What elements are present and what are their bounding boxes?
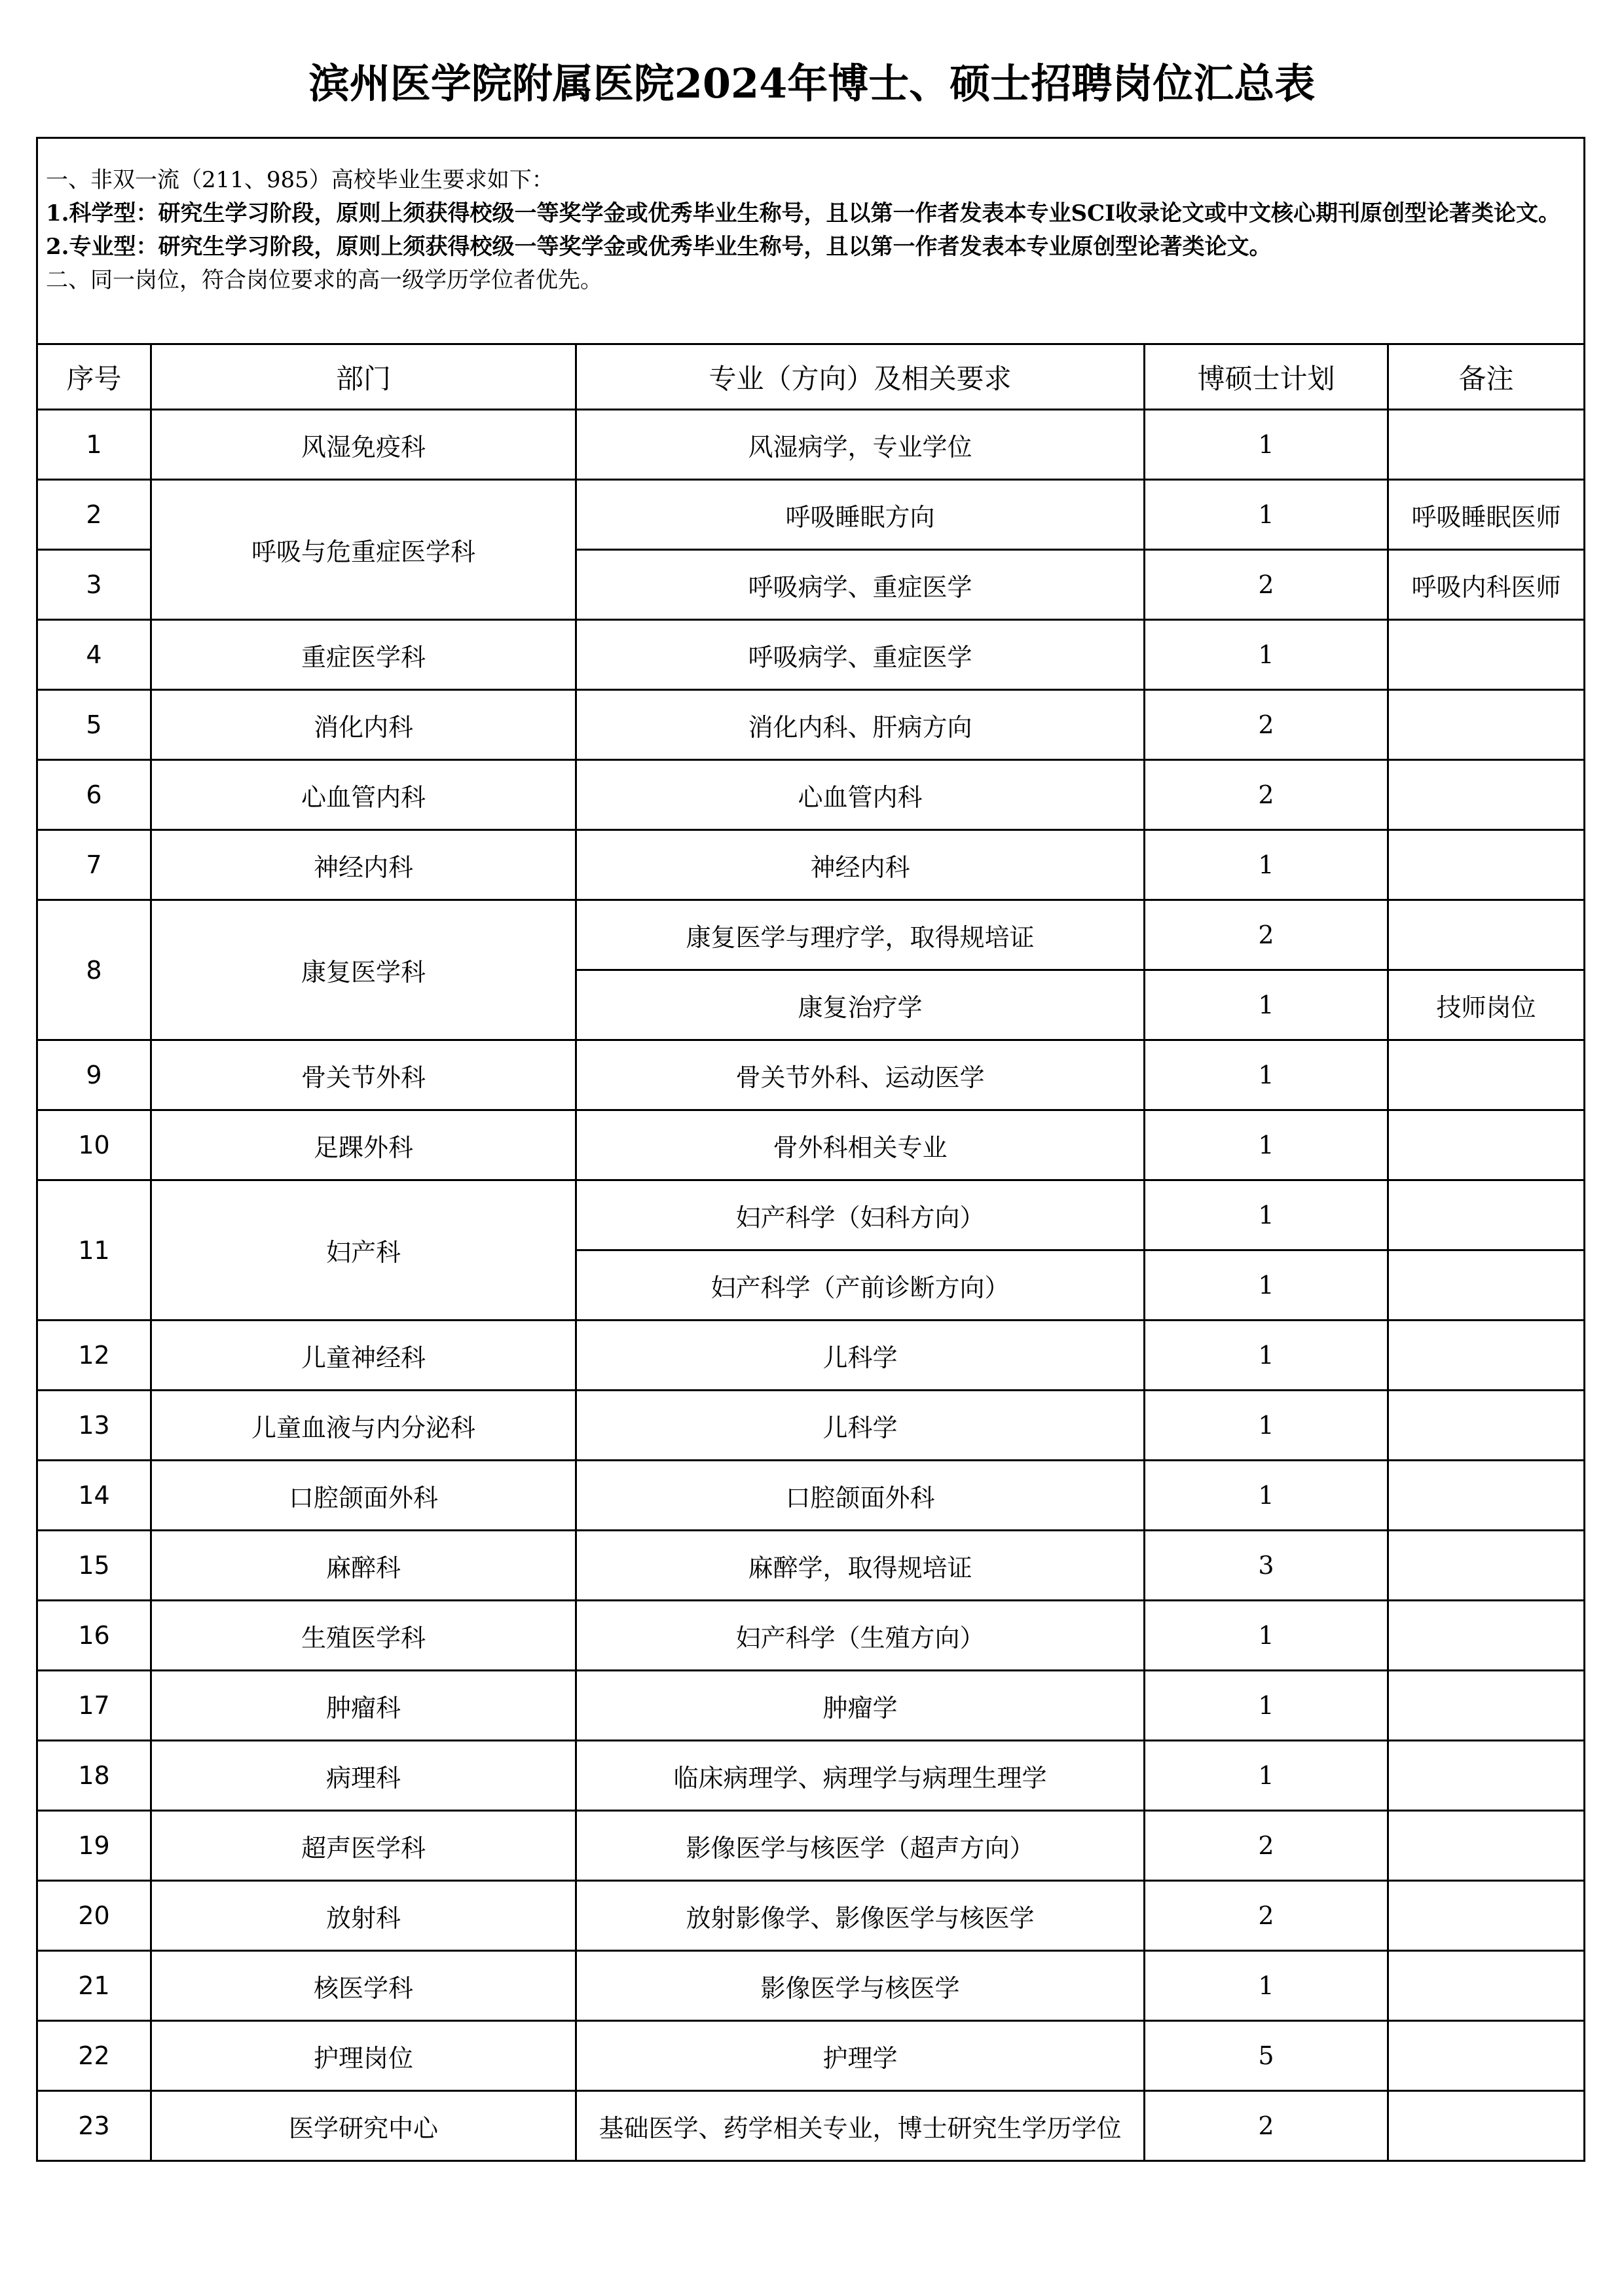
major-requirement: 神经内科 <box>576 830 1145 900</box>
remark <box>1388 1881 1585 1951</box>
remark <box>1388 1601 1585 1671</box>
major-requirement: 呼吸病学、重症医学 <box>576 550 1145 620</box>
remark <box>1388 1461 1585 1531</box>
department: 核医学科 <box>151 1951 576 2021</box>
plan-count: 1 <box>1145 1391 1388 1461</box>
remark: 呼吸睡眠医师 <box>1388 480 1585 550</box>
plan-count: 2 <box>1145 2091 1388 2161</box>
major-requirement: 妇产科学（产前诊断方向） <box>576 1250 1145 1321</box>
row-number: 6 <box>37 760 151 830</box>
major-requirement: 妇产科学（妇科方向） <box>576 1180 1145 1250</box>
major-requirement: 放射影像学、影像医学与核医学 <box>576 1881 1145 1951</box>
remark <box>1388 410 1585 480</box>
remark <box>1388 1321 1585 1391</box>
plan-count: 1 <box>1145 1671 1388 1741</box>
department: 心血管内科 <box>151 760 576 830</box>
remark <box>1388 1531 1585 1601</box>
department: 骨关节外科 <box>151 1040 576 1110</box>
row-number: 12 <box>37 1321 151 1391</box>
department: 儿童神经科 <box>151 1321 576 1391</box>
table-row <box>37 2091 1585 2161</box>
page-title: 滨州医学院附属医院2024年博士、硕士招聘岗位汇总表 <box>308 60 1316 107</box>
plan-count: 1 <box>1145 970 1388 1040</box>
remark <box>1388 1040 1585 1110</box>
row-number: 3 <box>37 550 151 620</box>
department: 康复医学科 <box>151 900 576 1040</box>
department: 足踝外科 <box>151 1110 576 1180</box>
row-number: 11 <box>37 1180 151 1321</box>
requirement-line: 1.科学型：研究生学习阶段，原则上须获得校级一等奖学金或优秀毕业生称号，且以第一作者发表本专业SCI收录论文或中文核心期刊原创型论著类论文。 <box>46 200 1561 227</box>
table-row <box>37 900 1585 970</box>
row-number: 5 <box>37 690 151 760</box>
remark <box>1388 1951 1585 2021</box>
department: 肿瘤科 <box>151 1671 576 1741</box>
major-requirement: 骨外科相关专业 <box>576 1110 1145 1180</box>
major-requirement: 骨关节外科、运动医学 <box>576 1040 1145 1110</box>
plan-count: 2 <box>1145 760 1388 830</box>
header-plan: 博硕士计划 <box>1145 344 1388 410</box>
major-requirement: 儿科学 <box>576 1391 1145 1461</box>
row-number: 2 <box>37 480 151 550</box>
remark <box>1388 2021 1585 2091</box>
remark <box>1388 2091 1585 2161</box>
row-number: 14 <box>37 1461 151 1531</box>
plan-count: 1 <box>1145 1110 1388 1180</box>
remark: 技师岗位 <box>1388 970 1585 1040</box>
row-number: 18 <box>37 1741 151 1811</box>
row-number: 1 <box>37 410 151 480</box>
remark <box>1388 1391 1585 1461</box>
major-requirement: 护理学 <box>576 2021 1145 2091</box>
department: 重症医学科 <box>151 620 576 690</box>
table-row <box>37 1321 1585 1391</box>
table-row <box>37 1811 1585 1881</box>
table-row <box>37 760 1585 830</box>
row-number: 7 <box>37 830 151 900</box>
table-row <box>37 1110 1585 1180</box>
row-number: 17 <box>37 1671 151 1741</box>
table-row <box>37 830 1585 900</box>
table-row <box>37 1671 1585 1741</box>
department: 生殖医学科 <box>151 1601 576 1671</box>
major-requirement: 妇产科学（生殖方向） <box>576 1601 1145 1671</box>
remark <box>1388 830 1585 900</box>
remark <box>1388 1250 1585 1321</box>
plan-count: 1 <box>1145 1040 1388 1110</box>
department: 超声医学科 <box>151 1811 576 1881</box>
remark <box>1388 1811 1585 1881</box>
table-row <box>37 620 1585 690</box>
major-requirement: 儿科学 <box>576 1321 1145 1391</box>
major-requirement: 临床病理学、病理学与病理生理学 <box>576 1741 1145 1811</box>
major-requirement: 消化内科、肝病方向 <box>576 690 1145 760</box>
table-header-row <box>37 344 1585 410</box>
table-row <box>37 1531 1585 1601</box>
plan-count: 2 <box>1145 900 1388 970</box>
remark <box>1388 900 1585 970</box>
major-requirement: 呼吸病学、重症医学 <box>576 620 1145 690</box>
plan-count: 2 <box>1145 1881 1388 1951</box>
major-requirement: 影像医学与核医学（超声方向） <box>576 1811 1145 1881</box>
row-number: 19 <box>37 1811 151 1881</box>
major-requirement: 基础医学、药学相关专业，博士研究生学历学位 <box>576 2091 1145 2161</box>
row-number: 9 <box>37 1040 151 1110</box>
remark <box>1388 1671 1585 1741</box>
plan-count: 1 <box>1145 410 1388 480</box>
plan-count: 1 <box>1145 1250 1388 1321</box>
row-number: 15 <box>37 1531 151 1601</box>
plan-count: 1 <box>1145 480 1388 550</box>
table-row <box>37 1040 1585 1110</box>
table-row <box>37 1881 1585 1951</box>
remark <box>1388 690 1585 760</box>
remark <box>1388 1180 1585 1250</box>
department: 放射科 <box>151 1881 576 1951</box>
row-number: 23 <box>37 2091 151 2161</box>
table-row <box>37 1461 1585 1531</box>
table-row <box>37 480 1585 550</box>
major-requirement: 麻醉学，取得规培证 <box>576 1531 1145 1601</box>
table-row <box>37 690 1585 760</box>
plan-count: 2 <box>1145 1811 1388 1881</box>
table-row <box>37 1180 1585 1250</box>
department: 护理岗位 <box>151 2021 576 2091</box>
plan-count: 1 <box>1145 1461 1388 1531</box>
table-row <box>37 1741 1585 1811</box>
header-dept: 部门 <box>151 344 576 410</box>
department: 消化内科 <box>151 690 576 760</box>
major-requirement: 康复治疗学 <box>576 970 1145 1040</box>
row-number: 8 <box>37 900 151 1040</box>
row-number: 22 <box>37 2021 151 2091</box>
major-requirement: 口腔颌面外科 <box>576 1461 1145 1531</box>
row-number: 13 <box>37 1391 151 1461</box>
remark <box>1388 1741 1585 1811</box>
header-note: 备注 <box>1388 344 1585 410</box>
table-row <box>37 2021 1585 2091</box>
major-requirement: 呼吸睡眠方向 <box>576 480 1145 550</box>
major-requirement: 康复医学与理疗学，取得规培证 <box>576 900 1145 970</box>
plan-count: 5 <box>1145 2021 1388 2091</box>
row-number: 4 <box>37 620 151 690</box>
plan-count: 1 <box>1145 620 1388 690</box>
major-requirement: 肿瘤学 <box>576 1671 1145 1741</box>
department: 麻醉科 <box>151 1531 576 1601</box>
row-number: 16 <box>37 1601 151 1671</box>
department: 病理科 <box>151 1741 576 1811</box>
plan-count: 1 <box>1145 1180 1388 1250</box>
requirement-line: 2.专业型：研究生学习阶段，原则上须获得校级一等奖学金或优秀毕业生称号，且以第一作者发表本专业原创型论著类论文。 <box>46 234 1272 260</box>
department: 妇产科 <box>151 1180 576 1321</box>
department: 神经内科 <box>151 830 576 900</box>
remark <box>1388 760 1585 830</box>
remark <box>1388 620 1585 690</box>
major-requirement: 风湿病学，专业学位 <box>576 410 1145 480</box>
table-row <box>37 410 1585 480</box>
header-major: 专业（方向）及相关要求 <box>576 344 1145 410</box>
recruitment-table <box>36 137 1585 2162</box>
department: 呼吸与危重症医学科 <box>151 480 576 620</box>
table-row <box>37 1391 1585 1461</box>
plan-count: 2 <box>1145 690 1388 760</box>
plan-count: 1 <box>1145 1601 1388 1671</box>
table-row <box>37 1951 1585 2021</box>
department: 儿童血液与内分泌科 <box>151 1391 576 1461</box>
table-row <box>37 1601 1585 1671</box>
remark: 呼吸内科医师 <box>1388 550 1585 620</box>
requirement-line: 一、非双一流（211、985）高校毕业生要求如下： <box>46 167 554 193</box>
plan-count: 1 <box>1145 1321 1388 1391</box>
plan-count: 1 <box>1145 1951 1388 2021</box>
plan-count: 2 <box>1145 550 1388 620</box>
remark <box>1388 1110 1585 1180</box>
plan-count: 1 <box>1145 1741 1388 1811</box>
major-requirement: 影像医学与核医学 <box>576 1951 1145 2021</box>
requirements-note <box>37 138 1585 344</box>
major-requirement: 心血管内科 <box>576 760 1145 830</box>
row-number: 20 <box>37 1881 151 1951</box>
plan-count: 1 <box>1145 830 1388 900</box>
department: 医学研究中心 <box>151 2091 576 2161</box>
header-no: 序号 <box>37 344 151 410</box>
requirement-line: 二、同一岗位，符合岗位要求的高一级学历学位者优先。 <box>46 267 602 293</box>
row-number: 21 <box>37 1951 151 2021</box>
plan-count: 3 <box>1145 1531 1388 1601</box>
row-number: 10 <box>37 1110 151 1180</box>
department: 风湿免疫科 <box>151 410 576 480</box>
department: 口腔颌面外科 <box>151 1461 576 1531</box>
